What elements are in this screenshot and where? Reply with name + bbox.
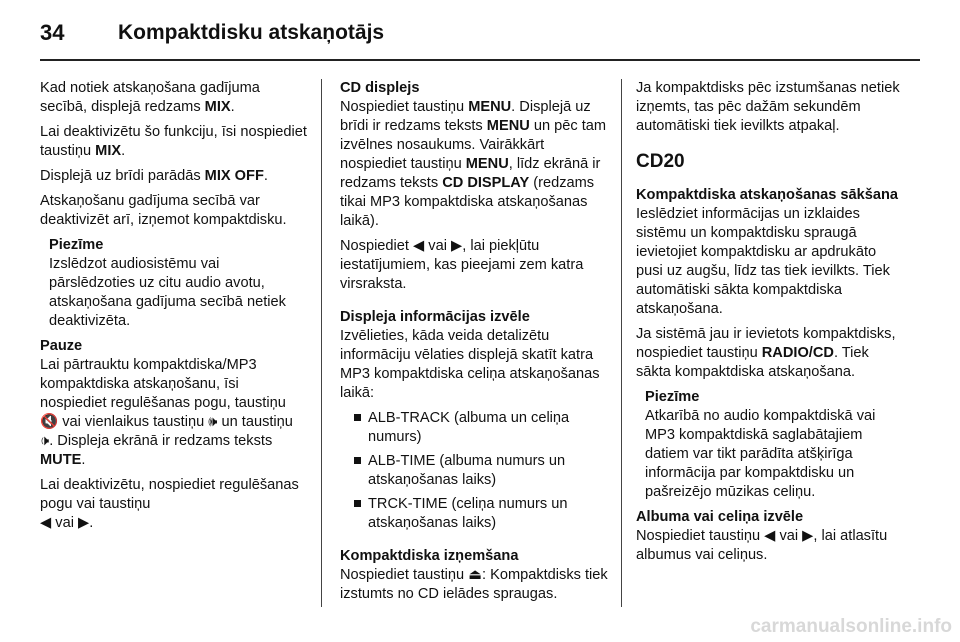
bullet-icon bbox=[354, 500, 361, 507]
text: un pēc tam izvēlnes nosaukums. Vairākkārt nospiediet taustiņu bbox=[340, 118, 607, 172]
note-title: Piezīme bbox=[49, 237, 104, 253]
text: ◀ vai ▶. bbox=[40, 515, 94, 531]
list-item-text: ALB-TIME (albuma numurs un atskaņošanas laiks) bbox=[368, 453, 566, 488]
paragraph bbox=[40, 356, 308, 470]
text: Kad notiek atskaņošana gadījuma secībā, displejā redzams bbox=[40, 80, 260, 115]
text: . bbox=[263, 168, 268, 184]
column-1 bbox=[40, 79, 308, 539]
list-item bbox=[354, 409, 610, 447]
key-label: MIX bbox=[95, 143, 122, 159]
display-text: CD DISPLAY bbox=[442, 175, 530, 191]
page-number: 34 bbox=[40, 20, 65, 45]
section-heading-display-info: Displeja informācijas izvēle bbox=[340, 309, 530, 325]
text: vai vienlaikus taustiņu bbox=[58, 414, 209, 430]
display-text: MUTE bbox=[40, 452, 82, 468]
list-item-text: ALB-TRACK (albuma un celiņa numurs) bbox=[368, 410, 570, 445]
key-label: MIX bbox=[204, 99, 231, 115]
text: Nospiediet taustiņu bbox=[340, 567, 469, 583]
bullet-icon bbox=[354, 414, 361, 421]
text: Displejā uz brīdi parādās bbox=[40, 168, 205, 184]
note-title: Piezīme bbox=[645, 389, 700, 405]
paragraph bbox=[40, 79, 308, 117]
eject-icon: ⏏ bbox=[468, 567, 482, 583]
note-box bbox=[49, 236, 308, 331]
paragraph: Ja kompaktdisks pēc izstumšanas netiek izņemts, tas pēc dažām sekundēm automātiski tiek ievilkts atpakaļ. bbox=[636, 80, 900, 134]
text: , līdz ekrānā ir redzams teksts bbox=[340, 156, 601, 191]
text: . bbox=[230, 99, 235, 115]
section-heading-eject: Kompaktdiska izņemšana bbox=[340, 548, 519, 564]
column-divider-1 bbox=[321, 79, 322, 607]
paragraph: Izvēlieties, kāda veida detalizētu informāciju vēlaties displejā skatīt katra MP3 kompaktdiska celiņa atskaņošanas laikā: bbox=[340, 328, 600, 401]
option-list bbox=[340, 409, 610, 533]
display-text: MENU bbox=[486, 118, 530, 134]
watermark: carmanualsonline.info bbox=[750, 616, 952, 637]
text: Lai pārtrauktu kompaktdiska/MP3 kompaktdiska atskaņošanu, īsi nospiediet regulēšanas pogu, taustiņu bbox=[40, 357, 286, 411]
paragraph bbox=[636, 325, 906, 382]
key-label: RADIO/CD bbox=[761, 345, 834, 361]
paragraph: Ieslēdziet informācijas un izklaides sistēmu un kompaktdisku spraugā ievietojiet kompaktdisku ar apdrukāto pusi uz augšu, līdz tas tiek ievilkts. Tiek automātiski sākta kompaktdiska atskaņošana. bbox=[636, 206, 890, 317]
paragraph bbox=[340, 566, 610, 604]
page-title: Kompaktdisku atskaņotājs bbox=[118, 21, 385, 44]
mute-icon: 🔇 bbox=[40, 414, 59, 430]
column-divider-2 bbox=[621, 79, 622, 607]
section-heading-start-playback: Kompaktdiska atskaņošanas sākšana bbox=[636, 187, 899, 203]
paragraph: Nospiediet taustiņu ◀ vai ▶, lai atlasītu albumus vai celiņus. bbox=[636, 528, 888, 563]
section-heading-pause: Pauze bbox=[40, 338, 83, 354]
text: : Kompaktdisks tiek izstumts no CD ielādes spraugas. bbox=[340, 567, 608, 602]
text: Nospiediet taustiņu bbox=[340, 99, 469, 115]
paragraph: Nospiediet ◀ vai ▶, lai piekļūtu iestatījumiem, kas pieejami zem katra virsraksta. bbox=[340, 238, 584, 292]
column-2 bbox=[340, 79, 610, 610]
text: . bbox=[121, 143, 126, 159]
note-box bbox=[645, 388, 906, 502]
paragraph bbox=[40, 167, 308, 186]
bullet-icon bbox=[354, 457, 361, 464]
text: Ja sistēmā jau ir ievietots kompaktdisks, nospiediet taustiņu bbox=[636, 326, 896, 361]
volume-down-icon: 🕩 bbox=[40, 433, 50, 449]
list-item bbox=[354, 495, 610, 533]
page-header bbox=[40, 18, 384, 48]
key-label: MENU bbox=[468, 99, 512, 115]
column-3 bbox=[636, 79, 906, 571]
display-text: MIX OFF bbox=[204, 168, 264, 184]
list-item-text: TRCK-TIME (celiņa numurs un atskaņošanas laiks) bbox=[368, 496, 568, 531]
text: (redzams tikai MP3 kompaktdiska atskaņošanas laikā). bbox=[340, 175, 595, 229]
volume-up-icon: 🕪 bbox=[208, 414, 218, 430]
text: . Displeja ekrānā ir redzams teksts bbox=[49, 433, 273, 449]
header-rule bbox=[40, 59, 920, 61]
list-item bbox=[354, 452, 610, 490]
section-heading-album-select: Albuma vai celiņa izvēle bbox=[636, 509, 804, 525]
note-text: Izslēdzot audiosistēmu vai pārslēdzoties uz citu audio avotu, atskaņošana gadījuma secībā netiek deaktivizēta. bbox=[49, 256, 286, 329]
text: . Displejā uz brīdi ir redzams teksts bbox=[340, 99, 591, 134]
text: Lai deaktivizētu šo funkciju, īsi nospiediet taustiņu bbox=[40, 124, 307, 159]
paragraph bbox=[40, 123, 308, 161]
paragraph bbox=[340, 98, 610, 231]
text: Lai deaktivizētu, nospiediet regulēšanas pogu vai taustiņu bbox=[40, 477, 299, 512]
section-heading-cd-display: CD displejs bbox=[340, 80, 420, 96]
text: . Tiek sākta kompaktdiska atskaņošana. bbox=[636, 345, 869, 380]
text: un taustiņu bbox=[217, 414, 293, 430]
paragraph: Atskaņošanu gadījuma secībā var deaktivizēt arī, izņemot kompaktdisku. bbox=[40, 193, 287, 228]
paragraph bbox=[40, 476, 308, 533]
text: . bbox=[81, 452, 86, 468]
section-heading-cd20: CD20 bbox=[636, 151, 685, 172]
key-label: MENU bbox=[465, 156, 509, 172]
note-text: Atkarībā no audio kompaktdiskā vai MP3 kompaktdiskā saglabātajiem datiem var tikt parādīta atšķirīga informācija par kompaktdisku un pašreizējo mūzikas celiņu. bbox=[645, 408, 876, 500]
